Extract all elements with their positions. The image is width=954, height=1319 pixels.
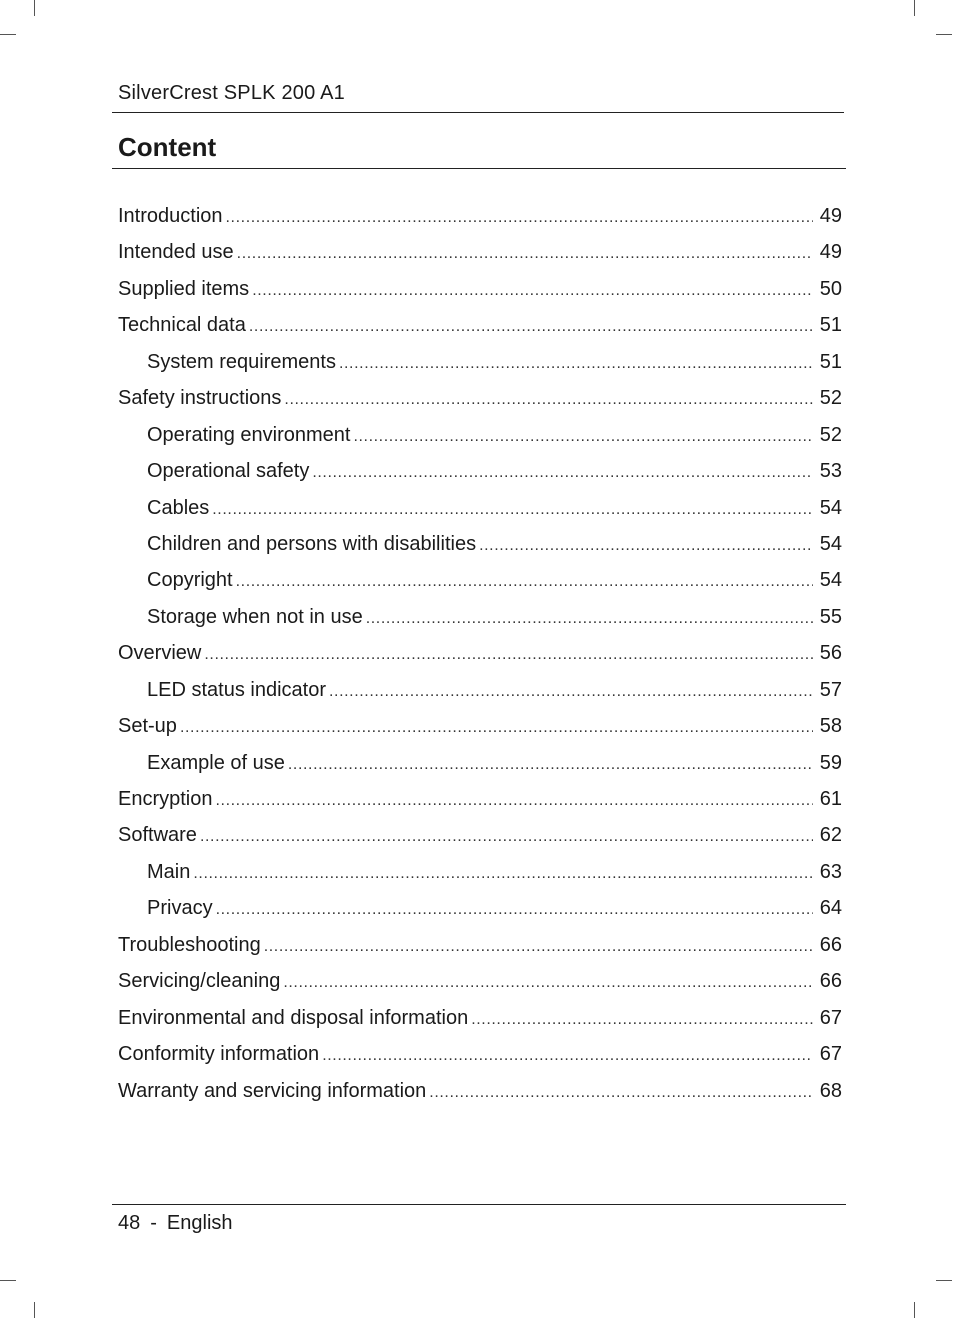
toc-entry	[118, 198, 842, 234]
toc-entry-title: Operational safety	[147, 460, 310, 483]
toc-entry-page: 68	[819, 1079, 842, 1102]
footer-language: English	[166, 1212, 233, 1234]
toc-entry-page: 51	[819, 350, 842, 373]
toc-dot-leader	[237, 236, 813, 270]
toc-entry-page: 49	[819, 205, 842, 227]
toc-dot-leader	[200, 819, 813, 853]
toc-entry-title: Troubleshooting	[118, 933, 261, 956]
footer-page-number: 48	[118, 1212, 141, 1234]
toc-entry-title: Storage when not in use	[147, 605, 363, 628]
toc-entry-title: Intended use	[118, 241, 234, 264]
toc-entry-title: Operating environment	[147, 423, 351, 446]
toc-entry	[118, 927, 842, 963]
toc-entry-title: Children and persons with disabilities	[147, 532, 477, 555]
document-header-title: SilverCrest SPLK 200 A1	[118, 82, 345, 104]
toc-entry-title: Overview	[118, 642, 202, 665]
toc-entry	[118, 1000, 842, 1036]
toc-dot-leader	[236, 564, 813, 598]
toc-entry	[118, 963, 842, 999]
toc-entry	[118, 708, 842, 744]
toc-entry	[118, 344, 842, 380]
crop-mark-top-left	[34, 0, 35, 16]
footer-separator: -	[150, 1212, 157, 1234]
toc-entry-title: Conformity information	[118, 1043, 320, 1066]
toc-dot-leader	[322, 1038, 813, 1072]
header-rule	[112, 112, 844, 113]
toc-entry-page: 54	[819, 532, 842, 555]
toc-dot-leader	[288, 747, 813, 781]
toc-dot-leader	[353, 419, 813, 453]
toc-entry-page: 54	[819, 569, 842, 592]
toc-dot-leader	[312, 455, 813, 489]
toc-dot-leader	[366, 601, 813, 635]
toc-entry-page: 58	[819, 715, 842, 738]
toc-dot-leader	[283, 965, 813, 999]
toc-entry	[118, 490, 842, 526]
footer-rule	[112, 1204, 846, 1205]
toc-entry-title: Safety instructions	[118, 387, 282, 410]
toc-entry-title: Technical data	[118, 314, 246, 337]
toc-entry	[118, 526, 842, 562]
toc-entry	[118, 635, 842, 671]
toc-entry-title: Example of use	[147, 751, 285, 774]
toc-entry	[118, 234, 842, 270]
toc-entry-page: 66	[819, 933, 842, 956]
toc-dot-leader	[212, 492, 813, 526]
page-footer	[118, 1212, 233, 1235]
toc-entry-page: 52	[819, 387, 842, 410]
toc-dot-leader	[193, 856, 813, 890]
toc-entry-page: 56	[819, 642, 842, 665]
toc-entry	[118, 307, 842, 343]
toc-entry-page: 49	[819, 241, 842, 264]
toc-entry-title: System requirements	[147, 350, 336, 373]
toc-dot-leader	[252, 273, 813, 307]
toc-dot-leader	[216, 783, 814, 817]
toc-entry-page: 50	[819, 277, 842, 300]
toc-entry	[118, 417, 842, 453]
toc-entry	[118, 599, 842, 635]
toc-entry-page: 59	[819, 751, 842, 774]
toc-entry-page: 61	[819, 788, 842, 810]
toc-dot-leader	[180, 710, 813, 744]
toc-dot-leader	[204, 637, 813, 671]
toc-dot-leader	[284, 382, 813, 416]
toc-entry-page: 62	[819, 824, 842, 847]
toc-entry-page: 51	[819, 314, 842, 337]
crop-mark-bottom-right-h	[936, 1280, 952, 1281]
toc-dot-leader	[429, 1075, 813, 1109]
toc-entry-page: 64	[819, 897, 842, 920]
toc-entry-title: Set-up	[118, 715, 177, 738]
page-heading: Content	[118, 132, 217, 162]
toc-entry-page: 54	[819, 496, 842, 519]
toc-entry	[118, 854, 842, 890]
heading-rule	[112, 168, 846, 169]
toc-entry	[118, 271, 842, 307]
toc-dot-leader	[339, 346, 813, 380]
toc-entry-page: 53	[819, 460, 842, 483]
toc-dot-leader	[226, 200, 813, 234]
crop-mark-bottom-right	[914, 1302, 915, 1318]
toc-entry	[118, 380, 842, 416]
toc-entry-page: 63	[819, 860, 842, 883]
toc-entry	[118, 781, 842, 817]
toc-entry-title: Environmental and disposal information	[118, 1006, 469, 1029]
toc-entry-title: Warranty and servicing information	[118, 1079, 427, 1102]
toc-entry-title: LED status indicator	[147, 678, 326, 701]
toc-entry-title: Supplied items	[118, 277, 250, 300]
toc-dot-leader	[249, 309, 813, 343]
crop-mark-bottom-left	[34, 1302, 35, 1318]
toc-entry-page: 67	[819, 1006, 842, 1029]
toc-entry-page: 55	[819, 605, 842, 628]
toc-entry-page: 57	[819, 678, 842, 701]
toc-entry	[118, 890, 842, 926]
toc-entry-title: Cables	[147, 496, 210, 519]
toc-entry-page: 67	[819, 1043, 842, 1066]
toc-entry-page: 66	[819, 970, 842, 993]
toc-dot-leader	[264, 929, 813, 963]
toc-entry	[118, 672, 842, 708]
crop-mark-top-left-h	[0, 34, 16, 35]
toc-entry-title: Introduction	[118, 205, 223, 227]
crop-mark-top-right	[914, 0, 915, 16]
toc-entry	[118, 562, 842, 598]
toc-entry	[118, 1036, 842, 1072]
toc-entry	[118, 453, 842, 489]
toc-entry-title: Encryption	[118, 788, 213, 810]
toc-dot-leader	[479, 528, 813, 562]
toc-dot-leader	[471, 1002, 813, 1036]
crop-mark-bottom-left-h	[0, 1280, 16, 1281]
toc-dot-leader	[216, 892, 813, 926]
table-of-contents	[118, 198, 842, 1109]
toc-entry	[118, 1073, 842, 1109]
toc-entry-page: 52	[819, 423, 842, 446]
toc-entry	[118, 745, 842, 781]
toc-entry-title: Privacy	[147, 897, 213, 920]
toc-dot-leader	[329, 674, 813, 708]
toc-entry-title: Servicing/cleaning	[118, 970, 281, 993]
crop-mark-top-right-h	[936, 34, 952, 35]
toc-entry-title: Main	[147, 860, 191, 883]
toc-entry	[118, 817, 842, 853]
toc-entry-title: Copyright	[147, 569, 233, 592]
toc-entry-title: Software	[118, 824, 197, 847]
